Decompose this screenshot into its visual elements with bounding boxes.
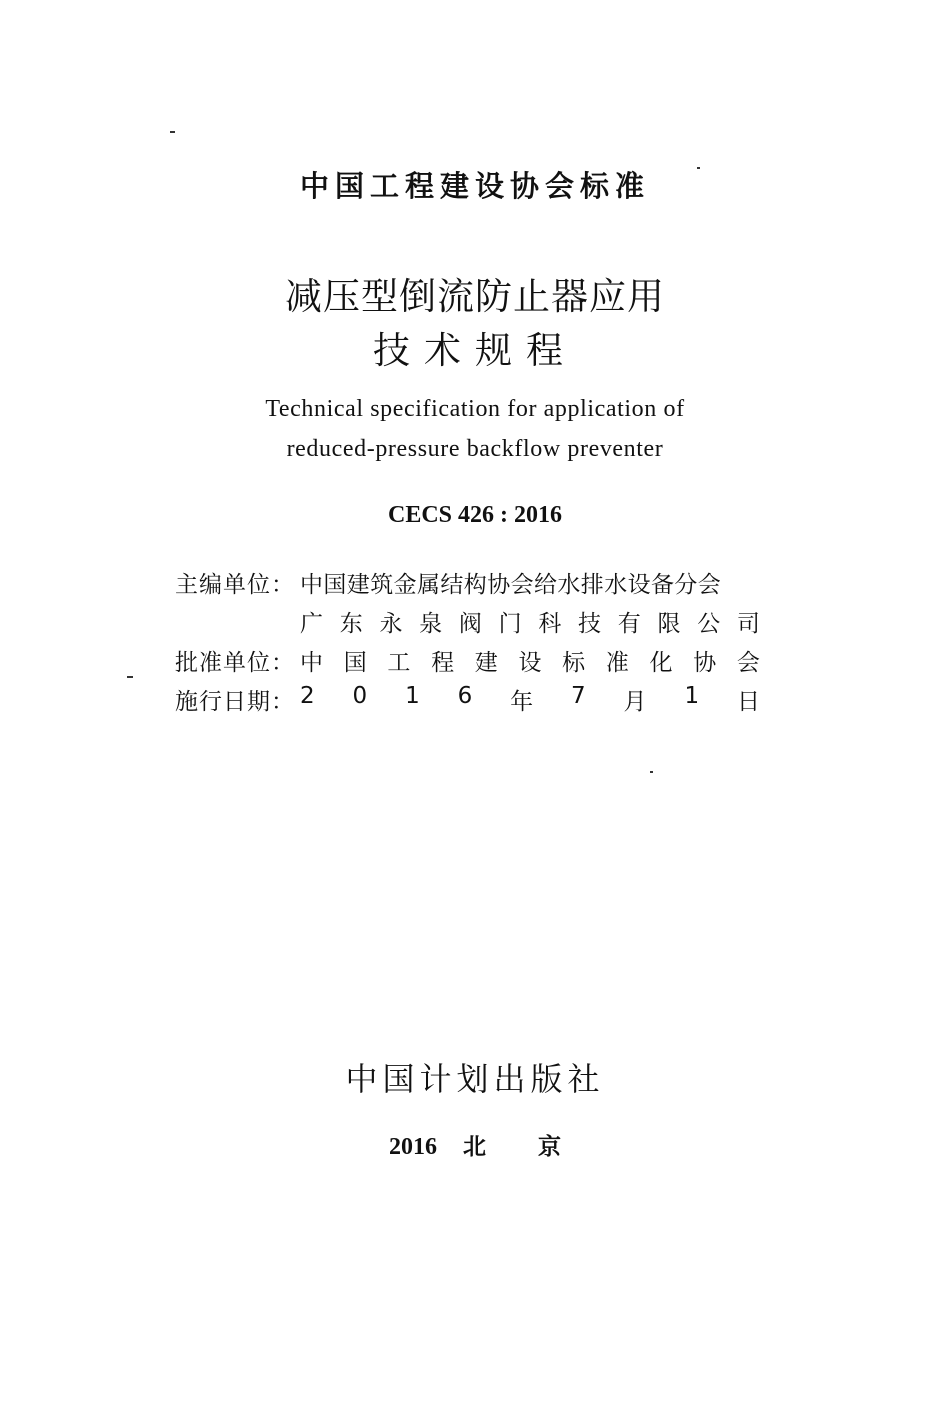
editor-label: 主编单位：	[175, 572, 295, 598]
spaced-char: 准	[605, 650, 629, 676]
spaced-char: 2	[300, 683, 315, 709]
editor-row-2	[175, 605, 760, 639]
english-title-line1: Technical specification for application of	[265, 396, 685, 422]
spaced-char: 程	[431, 650, 455, 676]
spaced-char: 7	[571, 683, 586, 709]
spaced-char: 永	[379, 611, 403, 637]
spaced-char: 广	[300, 611, 323, 637]
english-title-line2: reduced-pressure backflow preventer	[286, 436, 664, 462]
editor-value-1: 中国建筑金属结构协会给水排水设备分会	[300, 572, 722, 598]
spaced-char: 建	[474, 650, 498, 676]
approver-label: 批准单位：	[175, 650, 295, 676]
publication-year: 2016	[389, 1134, 437, 1160]
spaced-char: 中	[300, 650, 323, 676]
spaced-char: 门	[498, 611, 522, 637]
spaced-char: 国	[343, 650, 367, 676]
spaced-char: 东	[339, 611, 363, 637]
spaced-char: 协	[693, 650, 717, 676]
spaced-char: 泉	[419, 611, 443, 637]
document-title-line2: 技术规程	[373, 329, 577, 372]
spaced-char: 标	[562, 650, 586, 676]
scan-speck	[127, 676, 133, 678]
spaced-char: 日	[736, 689, 760, 715]
publisher-name: 中国计划出版社	[345, 1060, 605, 1098]
scan-speck	[697, 167, 700, 169]
spaced-char: 限	[657, 611, 681, 637]
approver-row	[175, 644, 760, 678]
editor-row	[175, 566, 760, 600]
spaced-char: 设	[518, 650, 542, 676]
spaced-char: 1	[405, 683, 420, 709]
spaced-char: 0	[352, 683, 368, 709]
spaced-char: 工	[387, 650, 411, 676]
publication-city-char-1: 北	[463, 1134, 486, 1160]
series-title: 中国工程建设协会标准	[299, 169, 650, 203]
spaced-char: 科	[538, 611, 562, 637]
spaced-char: 技	[578, 611, 602, 637]
approver-value	[300, 644, 760, 677]
scan-speck	[650, 771, 653, 773]
effective-date-value	[300, 683, 760, 716]
publication-city-char-2: 京	[538, 1134, 561, 1160]
spaced-char: 1	[684, 683, 700, 709]
scan-speck	[170, 131, 175, 133]
spaced-char: 有	[617, 611, 641, 637]
publication-line	[0, 1128, 950, 1161]
spaced-char: 6	[457, 683, 473, 709]
spaced-char: 阀	[458, 611, 482, 637]
effective-date-row	[175, 683, 760, 717]
spaced-char: 会	[736, 650, 760, 676]
standard-code: CECS 426 : 2016	[387, 502, 562, 528]
spaced-char: 年	[510, 689, 534, 715]
spaced-char: 司	[736, 611, 760, 637]
editor-value-2	[300, 605, 760, 638]
spaced-char: 公	[697, 611, 721, 637]
spaced-char: 化	[649, 650, 673, 676]
effective-date-label: 施行日期：	[175, 689, 295, 715]
document-title-line1: 减压型倒流防止器应用	[285, 275, 665, 318]
spaced-char: 月	[623, 689, 647, 715]
